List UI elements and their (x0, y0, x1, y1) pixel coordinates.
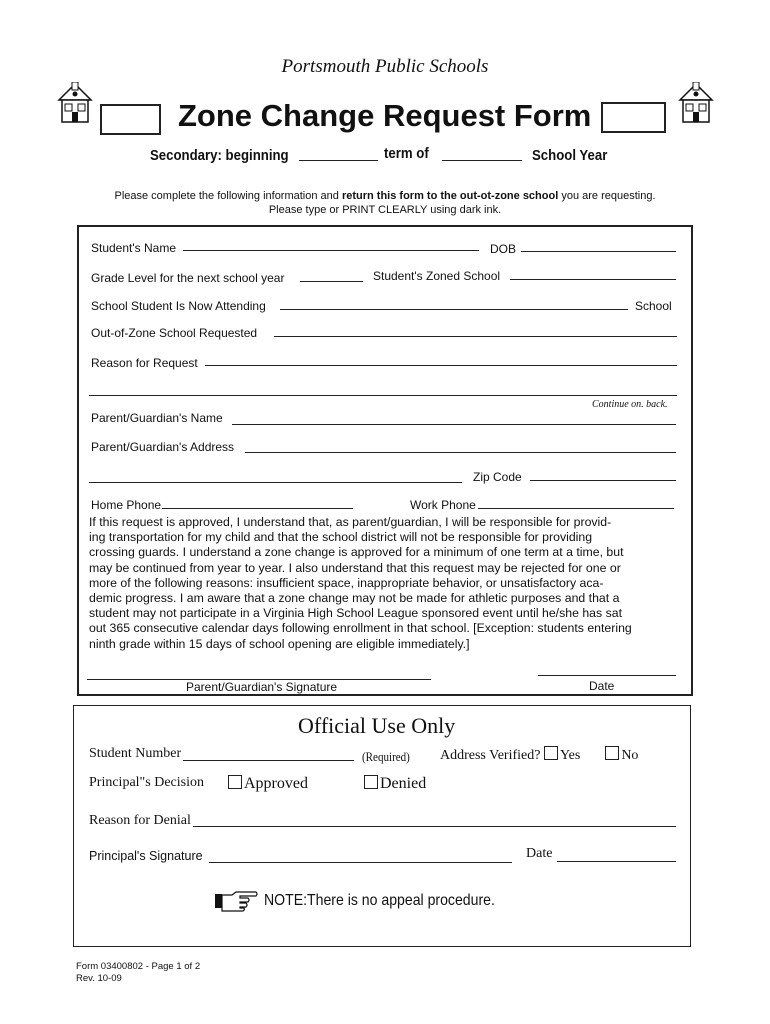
parent-address-label: Parent/Guardian's Address (91, 440, 235, 454)
instructions-bold: return this form to the out-ot-zone school (341, 190, 559, 202)
agreement-line: may be continued from year to year. I also understand that this request may be rejected for one or (89, 560, 621, 575)
instructions-pre: Please complete the following information and (114, 190, 342, 202)
parent-date-label: Date (589, 679, 615, 693)
agreement-paragraph (89, 515, 632, 652)
instructions-line1 (0, 190, 770, 202)
agreement-line: ninth grade within 15 days of school opening are eligible immediately.] (89, 636, 470, 651)
parent-address-field[interactable] (245, 452, 676, 453)
term-line-part1: Secondary: beginning (150, 147, 289, 164)
student-number-field[interactable] (183, 760, 354, 761)
no-label: No (621, 748, 639, 763)
zoned-school-label: Student's Zoned School (373, 269, 501, 283)
instructions-post: you are requesting. (558, 190, 656, 202)
approved-label: Approved (244, 775, 308, 792)
term-line-part3: School Year (532, 147, 608, 164)
principal-date-field[interactable] (557, 861, 676, 862)
no-appeal-note: NOTE:There is no appeal procedure. (264, 892, 495, 909)
denied-checkbox[interactable] (364, 775, 378, 789)
home-phone-label: Home Phone (91, 498, 162, 512)
header-right-box[interactable] (601, 102, 666, 133)
required-label: (Required) (362, 749, 410, 764)
yes-checkbox[interactable] (544, 746, 558, 760)
parent-signature-label: Parent/Guardian's Signature (186, 680, 338, 694)
instructions-line2: Please type or PRINT CLEARLY using dark ink. (268, 204, 502, 216)
parent-name-label: Parent/Guardian's Name (91, 411, 223, 425)
no-checkbox[interactable] (605, 746, 619, 760)
reason-field[interactable] (205, 365, 677, 366)
continue-note: Continue on. back. (592, 399, 668, 410)
parent-address-field-2[interactable] (89, 482, 462, 483)
district-name: Portsmouth Public Schools (281, 56, 489, 77)
pointing-hand-icon (214, 890, 258, 917)
principal-signature-label: Principal's Signature (89, 849, 203, 863)
official-title: Official Use Only (298, 713, 456, 738)
dob-label: DOB (490, 242, 517, 256)
parent-date-field[interactable] (538, 675, 676, 676)
approved-checkbox[interactable] (228, 775, 242, 789)
parent-name-field[interactable] (232, 424, 676, 425)
agreement-line: student may not participate in a Virginia High School League sponsored event until he/she has sat (89, 606, 622, 621)
dob-field[interactable] (521, 251, 676, 252)
approved-option (228, 775, 308, 793)
work-phone-field[interactable] (478, 508, 674, 509)
yes-label: Yes (559, 748, 581, 763)
reason-denial-field[interactable] (193, 826, 676, 827)
principal-signature-field[interactable] (209, 862, 512, 863)
zoned-school-field[interactable] (510, 279, 676, 280)
student-name-field[interactable] (183, 250, 479, 251)
address-verified-text: Address Verified? (440, 748, 541, 763)
address-verified-label (440, 746, 638, 764)
form-title: Zone Change Request Form (178, 98, 592, 133)
student-name-label: Student's Name (91, 241, 177, 255)
grade-level-label: Grade Level for the next school year (91, 271, 285, 285)
agreement-line: demic progress. I am aware that a zone change may not be made for athletic purposes and that a (89, 591, 620, 606)
out-of-zone-label: Out-of-Zone School Requested (91, 326, 258, 340)
out-of-zone-field[interactable] (274, 336, 677, 337)
zip-field[interactable] (530, 480, 676, 481)
reason-denial-label: Reason for Denial (89, 813, 191, 828)
denied-label: Denied (380, 775, 427, 792)
header-left-box[interactable] (100, 104, 161, 135)
home-phone-field[interactable] (162, 508, 353, 509)
year-field[interactable] (442, 160, 522, 161)
school-suffix-label: School (635, 299, 672, 313)
denied-option (364, 775, 426, 793)
student-number-label: Student Number (89, 746, 182, 761)
agreement-line: ing transportation for my child and that the school district will not be responsible for providing (89, 530, 593, 545)
agreement-line: If this request is approved, I understand that, as parent/guardian, I will be responsible for provid- (89, 515, 612, 529)
now-attending-field[interactable] (280, 309, 628, 310)
agreement-line: out 365 consecutive calendar days following enrollment in that school. [Exception: students entering (89, 621, 632, 636)
reason-label: Reason for Request (91, 356, 198, 370)
schoolhouse-icon (57, 82, 93, 124)
reason-field-2[interactable] (89, 395, 677, 396)
grade-level-field[interactable] (300, 281, 363, 282)
now-attending-label: School Student Is Now Attending (91, 299, 266, 313)
form-number: Form 03400802 - Page 1 of 2 (76, 961, 201, 972)
term-field[interactable] (299, 160, 378, 161)
revision: Rev. 10-09 (76, 973, 122, 984)
work-phone-label: Work Phone (410, 498, 476, 512)
agreement-line: crossing guards. I understand a zone change is approved for a minimum of one term at a time, but (89, 545, 624, 560)
principal-decision-label: Principal"s Decision (89, 775, 204, 790)
principal-date-label: Date (526, 846, 553, 861)
term-line-part2: term of (384, 145, 429, 162)
agreement-line: more of the following reasons: insufficient space, inappropriate behavior, or unsatisfactory aca- (89, 575, 604, 590)
zip-label: Zip Code (473, 470, 522, 484)
schoolhouse-icon (678, 82, 714, 124)
